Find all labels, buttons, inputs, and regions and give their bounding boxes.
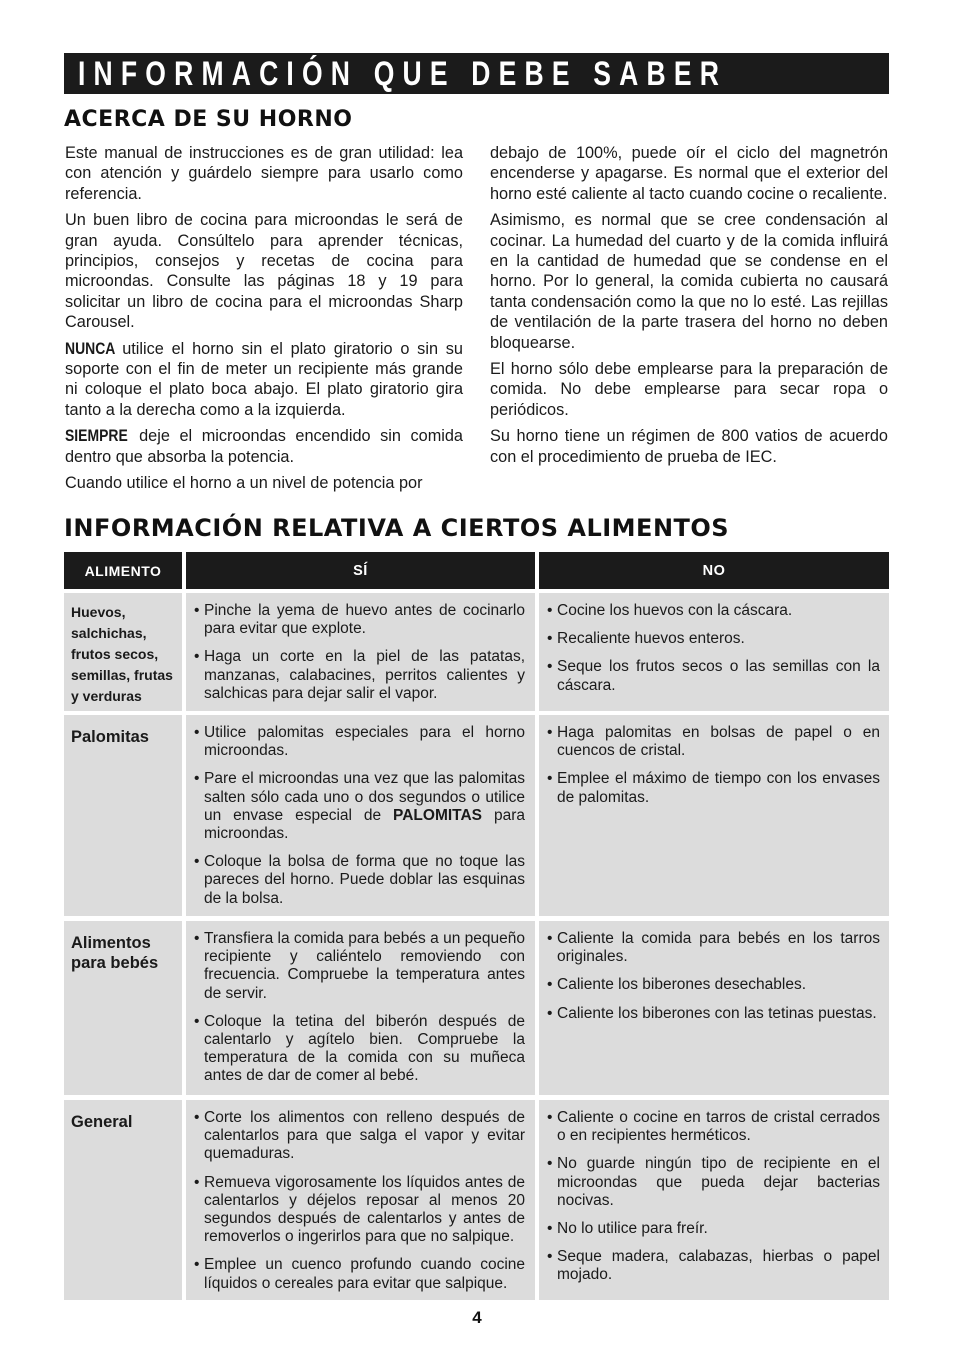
yes-cell	[186, 715, 535, 916]
list-item: • Seque los frutos secos o las semillas con la cáscara.	[547, 658, 880, 694]
list-item: • Recaliente huevos enteros.	[547, 630, 880, 648]
paragraph: Asimismo, es normal que se cree condensación al cocinar. La humedad del cuarto y de la comida influirá en la cantidad de humedad que se condense en el horno. Por lo general, la comida cubierta no causará tanta condensación como la que no lo esté. Las rejillas de ventilación de la parte trasera del horno no deben bloquearse.	[490, 211, 888, 352]
no-cell	[539, 593, 889, 711]
page-title: INFORMACIÓN QUE DEBE SABER	[78, 55, 728, 93]
food-cell	[64, 1100, 182, 1300]
list-item: • Coloque la bolsa de forma que no toque las pareces del horno. Puede doblar las esquinas de la bolsa.	[194, 853, 525, 908]
yes-cell-list	[194, 930, 525, 1096]
always-text: deje el microondas encendido sin comida dentro que absorba la potencia.	[65, 427, 463, 466]
popcorn-emphasis: PALOMITAS	[393, 806, 483, 824]
yes-cell	[186, 1100, 535, 1300]
list-item: • Caliente o cocine en tarros de cristal cerrados o en recipientes herméticos.	[547, 1109, 880, 1145]
section-heading-food-info: INFORMACIÓN RELATIVA A CIERTOS ALIMENTOS	[64, 514, 730, 542]
no-cell	[539, 1100, 889, 1300]
paragraph-never	[65, 339, 463, 421]
no-cell-list	[547, 930, 880, 1033]
list-item: • Caliente la comida para bebés en los tarros originales.	[547, 930, 880, 966]
list-item: • Cocine los huevos con la cáscara.	[547, 602, 880, 620]
paragraph: Cuando utilice el horno a un nivel de potencia por	[65, 474, 423, 493]
list-item: • Emplee el máximo de tiempo con los envases de palomitas.	[547, 770, 880, 806]
header-yes: SÍ	[186, 552, 535, 589]
table-row	[64, 1100, 889, 1300]
section-heading-about-oven: ACERCA DE SU HORNO	[64, 107, 353, 132]
food-name: Alimentos para bebés	[71, 934, 159, 972]
food-cell	[64, 593, 182, 711]
text-column-right	[490, 143, 888, 473]
never-text: utilice el horno sin el plato giratorio o sin su soporte con el fin de meter un recipiente más grande ni coloque el plato boca abajo. El plato giratorio gira tanto a la derecha como a la izquierda.	[65, 339, 463, 419]
list-item: • Haga palomitas en bolsas de papel o en cuencos de cristal.	[547, 724, 880, 760]
text-column-left	[65, 143, 463, 500]
list-item: • Caliente los biberones con las tetinas puestas.	[547, 1005, 880, 1023]
header-food: ALIMENTO	[64, 552, 182, 589]
food-name: Huevos, salchichas, frutos secos, semillas, frutas y verduras	[71, 604, 173, 704]
food-table	[64, 552, 889, 1292]
yes-cell	[186, 921, 535, 1095]
table-header	[64, 552, 889, 589]
food-name: General	[71, 1113, 133, 1131]
list-item: • Pare el microondas una vez que las palomitas salten sólo cada uno o dos segundos o utilice un envase especial de PALOMITAS para microondas.	[194, 770, 525, 843]
list-item: • No lo utilice para freír.	[547, 1220, 880, 1238]
paragraph: Un buen libro de cocina para microondas le será de gran ayuda. Consúltelo para aprender técnicas, principios, consejos y recetas de cocina para microondas. Consulte las páginas 18 y 19 para solicitar un libro de cocina para el microondas Sharp Carousel.	[65, 211, 463, 332]
no-cell-list	[547, 724, 880, 817]
list-item: • Utilice palomitas especiales para el horno microondas.	[194, 724, 525, 760]
paragraph-always	[65, 426, 463, 467]
no-cell	[539, 921, 889, 1095]
header-no: NO	[539, 552, 889, 589]
table-row	[64, 921, 889, 1095]
page-number: 4	[472, 1308, 482, 1327]
list-item: • Seque madera, calabazas, hierbas o papel mojado.	[547, 1248, 880, 1284]
food-cell	[64, 715, 182, 916]
no-cell-list	[547, 1109, 880, 1295]
title-banner	[64, 53, 889, 94]
paragraph: Este manual de instrucciones es de gran utilidad: lea con atención y guárdelo siempre para usarlo como referencia.	[65, 144, 463, 203]
always-label: SIEMPRE	[65, 426, 128, 446]
no-cell-list	[547, 602, 880, 705]
food-cell	[64, 921, 182, 1095]
paragraph: El horno sólo debe emplearse para la preparación de comida. No debe emplearse para secar ropa o periódicos.	[490, 360, 888, 419]
yes-cell	[186, 593, 535, 711]
list-item: • Coloque la tetina del biberón después de calentarlo y agítelo bien. Compruebe la temperatura de la comida con su muñeca antes de dar de comer al bebé.	[194, 1013, 525, 1086]
never-label: NUNCA	[65, 338, 116, 358]
paragraph: Su horno tiene un régimen de 800 vatios de acuerdo con el procedimiento de prueba de IEC.	[490, 427, 888, 466]
food-name: Palomitas	[71, 728, 149, 746]
list-item: • Remueva vigorosamente los líquidos antes de calentarlos y déjelos reposar al menos 20 segundos después de calentarlos y antes de removerlos o ingerirlos para que no salpique.	[194, 1174, 525, 1247]
yes-cell-list	[194, 1109, 525, 1303]
yes-cell-list	[194, 724, 525, 918]
yes-cell-list	[194, 602, 525, 713]
list-item: • Corte los alimentos con relleno después de calentarlos para que salga el vapor y evitar quemaduras.	[194, 1109, 525, 1164]
list-item: • Haga un corte en la piel de las patatas, manzanas, calabacines, perritos calientes y salchicas para dejar salir el vapor.	[194, 648, 525, 703]
list-item: • Transfiera la comida para bebés a un pequeño recipiente y caliéntelo removiendo con frecuencia. Compruebe la temperatura antes de servir.	[194, 930, 525, 1003]
list-item: • Emplee un cuenco profundo cuando cocine líquidos o cereales para evitar que salpique.	[194, 1256, 525, 1292]
list-item: • Pinche la yema de huevo antes de cocinarlo para evitar que explote.	[194, 602, 525, 638]
table-row	[64, 593, 889, 711]
no-cell	[539, 715, 889, 916]
list-item: • Caliente los biberones desechables.	[547, 976, 880, 994]
paragraph: debajo de 100%, puede oír el ciclo del magnetrón encenderse y apagarse. Es normal que el exterior del horno esté caliente al tacto cuando cocine o recaliente.	[490, 144, 888, 203]
list-item: • No guarde ningún tipo de recipiente en el microondas que pueda dejar bacterias nocivas.	[547, 1155, 880, 1210]
table-row	[64, 715, 889, 916]
